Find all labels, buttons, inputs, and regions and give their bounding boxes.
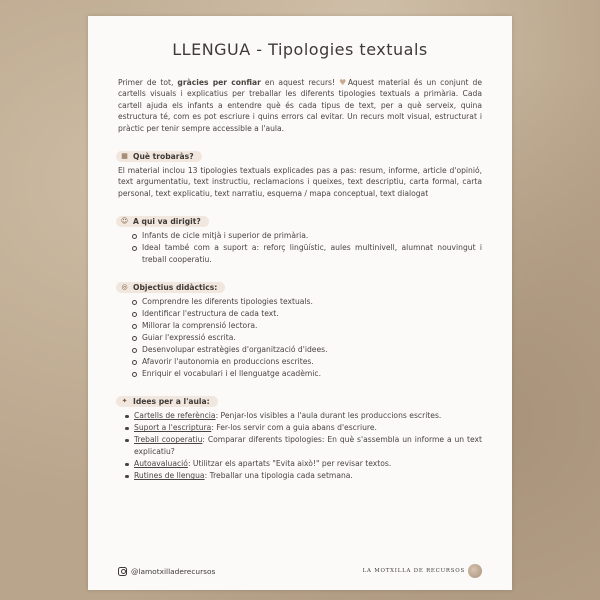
list-item: Treball cooperatiu: Comparar diferents tipologies: En què s'assembla un informe a un text explicatiu?: [124, 434, 482, 458]
list-item: Cartells de referència: Penjar-los visibles a l'aula durant les produccions escrites.: [124, 410, 482, 422]
instagram-handle[interactable]: @lamotxilladerecursos: [118, 567, 215, 576]
list-item: Comprendre les diferents tipologies textuals.: [132, 296, 482, 308]
list-item: Afavorir l'autonomia en produccions escrites.: [132, 356, 482, 368]
list-item: Suport a l'escriptura: Fer-los servir com a guia abans d'escriure.: [124, 422, 482, 434]
document-page: [88, 16, 512, 590]
list-item: Enriquir el vocabulari i el llenguatge acadèmic.: [132, 368, 482, 380]
section-heading-trobaras: ▦ Què trobaràs?: [116, 151, 202, 162]
intro-paragraph: Primer de tot, gràcies per confiar en aquest recurs! ♥Aquest material és un conjunt de cartells visuals i explicatius per treballar les diferents tipologies textuals a primària. Cada cartell ajuda els infants a entendre què és cada tipus de text, per a què serveix, quina estructura té, com es pot escriure i quins errors cal evitar. Un recurs molt visual, estructurat i pràctic per tenir sempre accessible a l'aula.: [118, 78, 482, 133]
section-heading-dirigit: ☺ A qui va dirigit?: [116, 216, 209, 227]
list-item: Rutines de llengua: Treballar una tipologia cada setmana.: [124, 470, 482, 482]
brand-mark: LA MOTXILLA DE RECURSOS: [363, 564, 482, 578]
dirigit-list: [118, 230, 482, 266]
list-item: Guiar l'expressió escrita.: [132, 332, 482, 344]
objectius-list: [118, 296, 482, 380]
lightbulb-icon: ✦: [121, 397, 128, 406]
list-item: Millorar la comprensió lectora.: [132, 320, 482, 332]
section-heading-objectius: ◎ Objectius didàctics:: [116, 282, 225, 293]
list-item: Desenvolupar estratègies d'organització d'idees.: [132, 344, 482, 356]
list-item: Infants de cicle mitjà i superior de primària.: [132, 230, 482, 242]
trobaras-text: El material inclou 13 tipologies textuals explicades pas a pas: resum, informe, article d'opinió, text argumentatiu, text instructiu, reclamacions i queixes, text descriptiu, carta formal, carta personal, text explicatiu, text narratiu, esquema / mapa conceptual, text dialogat: [118, 166, 482, 198]
page-title: LLENGUA - Tipologies textuals: [172, 40, 428, 59]
intro-bold: gràcies per confiar: [177, 78, 261, 87]
footer: [118, 564, 482, 578]
heart-icon: ♥: [339, 78, 348, 87]
children-icon: ☺: [120, 217, 129, 226]
section-heading-idees: ✦ Idees per a l'aula:: [116, 396, 218, 407]
backpack-logo-icon: [468, 564, 482, 578]
idees-list: [118, 410, 482, 482]
instagram-icon: [118, 567, 127, 576]
list-item: Autoavaluació: Utilitzar els apartats "Evita això!" per revisar textos.: [124, 458, 482, 470]
list-item: Ideal també com a suport a: reforç lingüístic, aules multinivell, alumnat nouvingut i treball cooperatiu.: [132, 242, 482, 266]
target-icon: ◎: [121, 283, 128, 292]
box-icon: ▦: [121, 152, 128, 161]
list-item: Identificar l'estructura de cada text.: [132, 308, 482, 320]
